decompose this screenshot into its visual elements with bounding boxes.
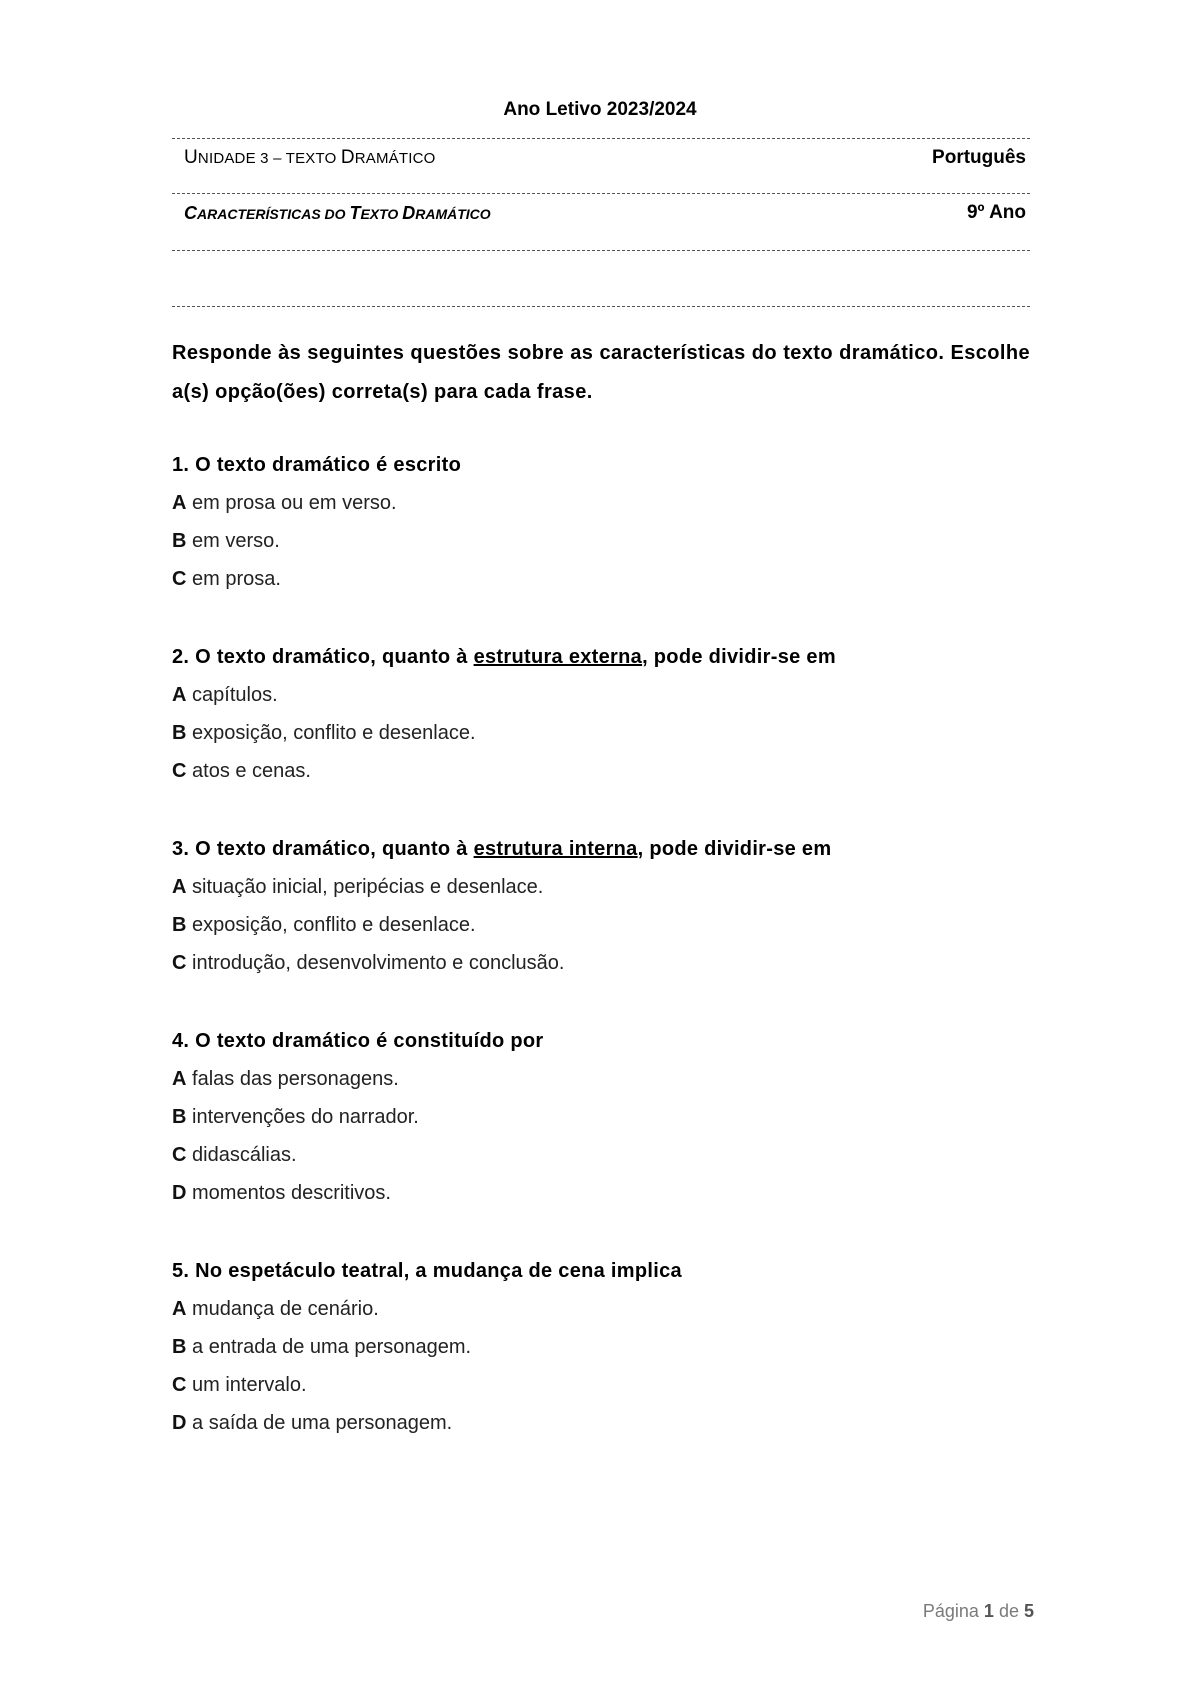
question-title: 4. O texto dramático é constituído por — [172, 1030, 544, 1052]
question-title: 2. O texto dramático, quanto à estrutura externa, pode dividir-se em — [172, 646, 836, 668]
page-number: Página 1 de 5 — [922, 1601, 1034, 1621]
question-title: 1. O texto dramático é escrito — [172, 454, 462, 476]
option-a[interactable]: A situação inicial, peripécias e desenlace. — [172, 876, 544, 898]
question-title: 3. O texto dramático, quanto à estrutura interna, pode dividir-se em — [172, 838, 832, 860]
option-d[interactable]: D momentos descritivos. — [172, 1182, 391, 1204]
option-c[interactable]: C introdução, desenvolvimento e conclusão. — [172, 952, 565, 974]
school-year-title: Ano Letivo 2023/2024 — [503, 99, 697, 120]
option-a[interactable]: A mudança de cenário. — [172, 1298, 379, 1320]
question-3 — [172, 830, 1030, 982]
option-b[interactable]: B intervenções do narrador. — [172, 1106, 419, 1128]
option-b[interactable]: B a entrada de uma personagem. — [172, 1336, 472, 1358]
option-d[interactable]: D a saída de uma personagem. — [172, 1412, 453, 1434]
unit-title: UNIDADE 3 – TEXTO DRAMÁTICO — [184, 147, 436, 168]
option-a[interactable]: A capítulos. — [172, 684, 278, 706]
header-rule — [172, 306, 1030, 307]
topic-title: CARACTERÍSTICAS DO TEXTO DRAMÁTICO — [184, 203, 491, 223]
question-title: 5. No espetáculo teatral, a mudança de cena implica — [172, 1260, 682, 1282]
option-a[interactable]: A em prosa ou em verso. — [172, 492, 397, 514]
question-5 — [172, 1252, 1030, 1442]
instructions: Responde às seguintes questões sobre as características do texto dramático. Escolhe a(s) opção(ões) correta(s) para cada frase. — [172, 342, 1030, 403]
option-c[interactable]: C um intervalo. — [172, 1374, 307, 1396]
option-b[interactable]: B exposição, conflito e desenlace. — [172, 914, 476, 936]
header-rule — [172, 138, 1030, 139]
option-c[interactable]: C didascálias. — [172, 1144, 297, 1166]
question-2 — [172, 638, 1030, 790]
option-b[interactable]: B em verso. — [172, 530, 280, 552]
question-1 — [172, 446, 1030, 598]
question-4 — [172, 1022, 1030, 1212]
option-c[interactable]: C em prosa. — [172, 568, 281, 590]
header-rule — [172, 250, 1030, 251]
option-b[interactable]: B exposição, conflito e desenlace. — [172, 722, 476, 744]
grade-label: 9º Ano — [966, 202, 1026, 223]
subject-label: Português — [932, 147, 1026, 168]
option-c[interactable]: C atos e cenas. — [172, 760, 311, 782]
header-rule — [172, 193, 1030, 194]
option-a[interactable]: A falas das personagens. — [172, 1068, 399, 1090]
